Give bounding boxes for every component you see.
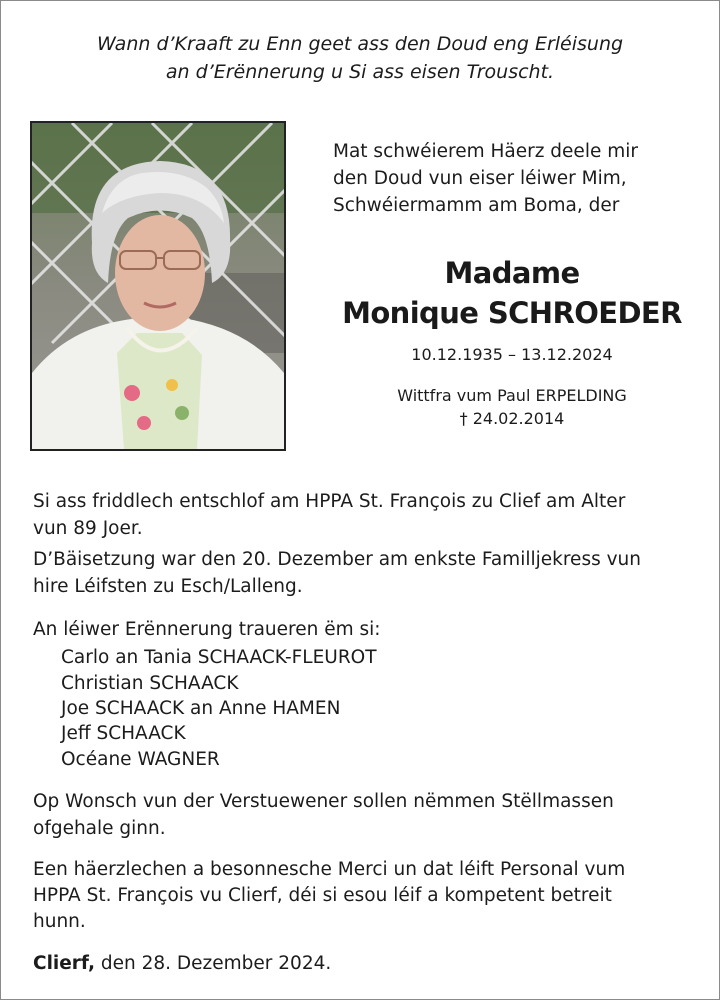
closing-line xyxy=(33,953,331,974)
husband-death-date: † 24.02.2014 xyxy=(459,409,565,428)
closing-date: den 28. Dezember 2024. xyxy=(100,953,332,974)
mourner-item: Océane WAGNER xyxy=(61,749,220,770)
funeral-line-2: hire Léifsten zu Esch/Lalleng. xyxy=(33,576,303,597)
widow-line: Wittfra vum Paul ERPELDING xyxy=(397,386,627,405)
intro-line-1: Mat schwéierem Häerz deele mir xyxy=(333,141,638,162)
mourner-item: Christian SCHAACK xyxy=(61,673,239,694)
mourner-item: Joe SCHAACK an Anne HAMEN xyxy=(61,698,341,719)
closing-place: Clierf, xyxy=(33,953,95,974)
deceased-dates: 10.12.1935 – 13.12.2024 xyxy=(411,345,613,364)
flowers-line-1: Op Wonsch vun der Verstuewener sollen nëmmen Stëllmassen xyxy=(33,791,614,812)
intro-line-2: den Doud vun eiser léiwer Mim, xyxy=(333,168,627,189)
deceased-name: Monique SCHROEDER xyxy=(342,296,682,330)
mourners-intro: An léiwer Erënnerung traueren ëm si: xyxy=(33,619,381,640)
passing-line-1: Si ass friddlech entschlof am HPPA St. François zu Clief am Alter xyxy=(33,491,626,512)
portrait-photo xyxy=(30,121,286,451)
funeral-line-1: D’Bäisetzung war den 20. Dezember am enkste Familljekress vun xyxy=(33,549,641,570)
intro-line-3: Schwéiermamm am Boma, der xyxy=(333,195,620,216)
mourner-item: Jeff SCHAACK xyxy=(61,723,186,744)
motto-line-2: an d’Erënnerung u Si ass eisen Trouscht. xyxy=(165,61,555,83)
thanks-line-3: hunn. xyxy=(33,911,86,932)
passing-line-2: vun 89 Joer. xyxy=(33,518,143,539)
flowers-line-2: ofgehale ginn. xyxy=(33,818,166,839)
thanks-line-1: Een häerzlechen a besonnesche Merci un dat léift Personal vum xyxy=(33,859,626,880)
deceased-title: Madame xyxy=(444,256,580,290)
thanks-line-2: HPPA St. François vu Clierf, déi si esou léif a kompetent betreit xyxy=(33,885,612,906)
motto-line-1: Wann d’Kraaft zu Enn geet ass den Doud eng Erléisung xyxy=(96,33,624,55)
mourner-item: Carlo an Tania SCHAACK-FLEUROT xyxy=(61,647,377,668)
